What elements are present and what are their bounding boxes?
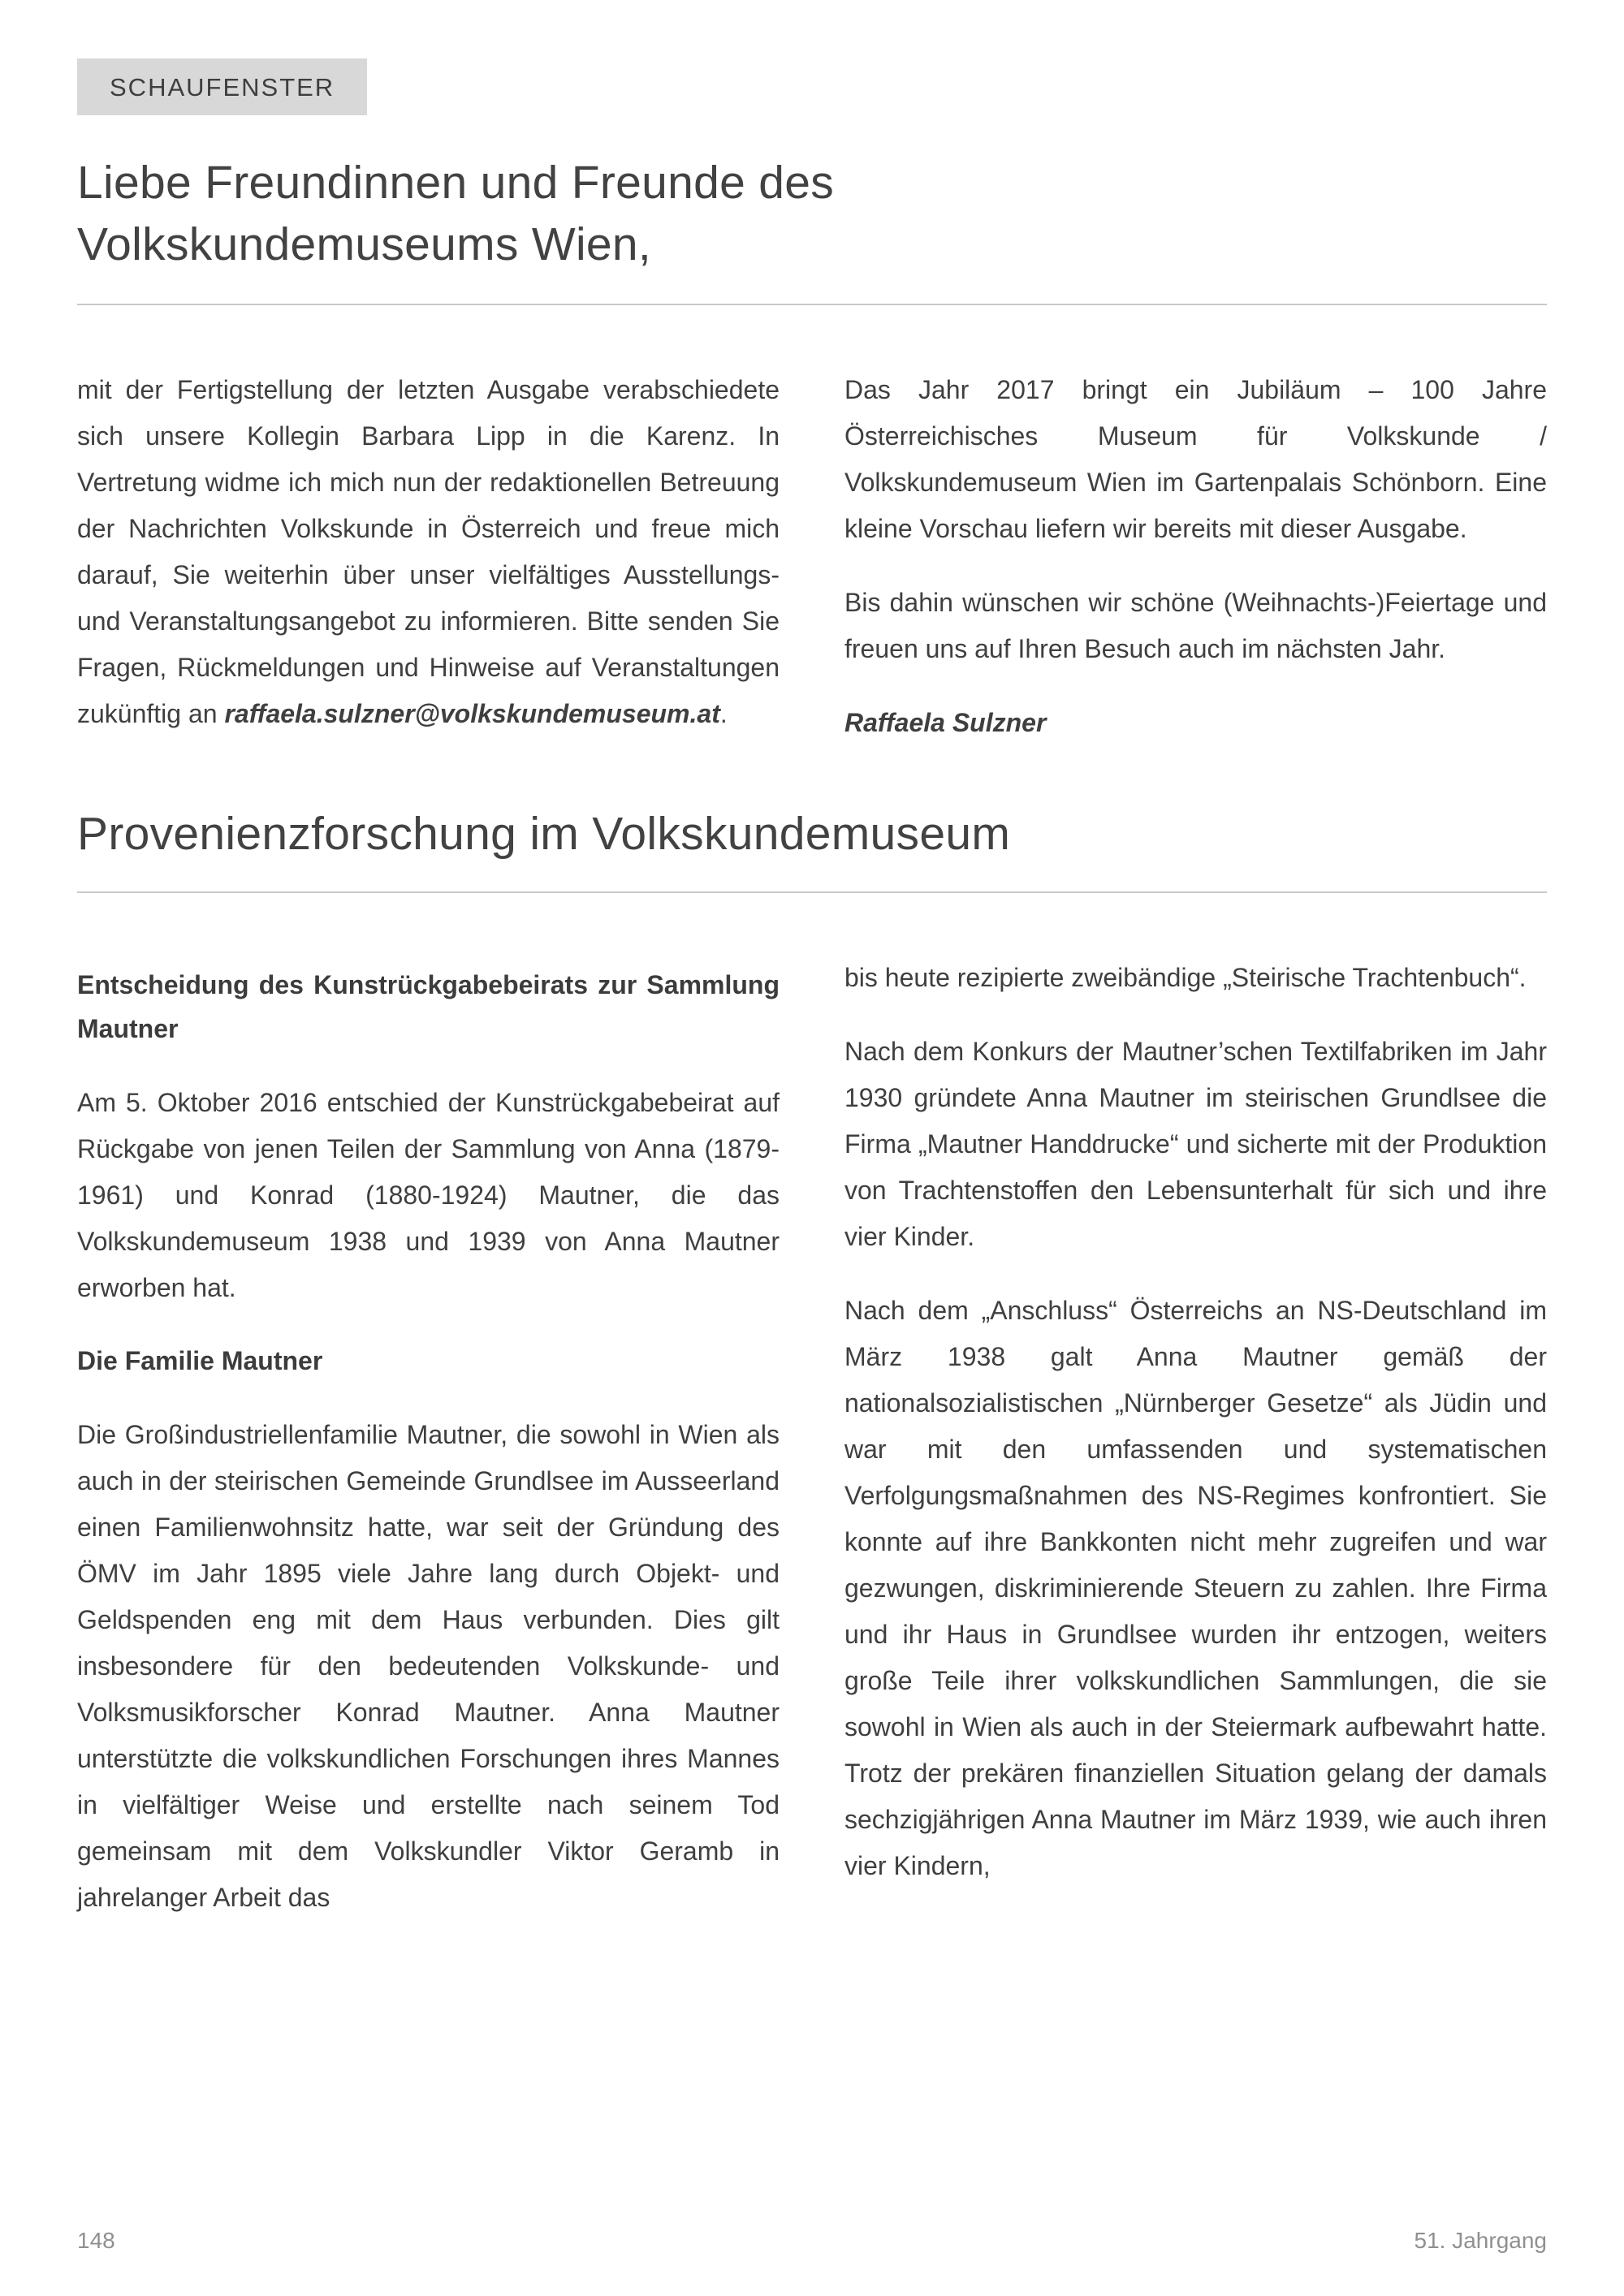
article-columns bbox=[77, 955, 1547, 1949]
intro-left-column bbox=[77, 367, 780, 765]
intro-columns bbox=[77, 367, 1547, 765]
jubilaeum-paragraph: Das Jahr 2017 bringt ein Jubiläum – 100 Jahre Österreichisches Museum für Volkskunde / Volkskundemuseum Wien im Gartenpalais Schönborn. Eine kleine Vorschau liefern wir bereits mit dieser Ausgabe. bbox=[844, 374, 1547, 543]
subheading-decision: Entscheidung des Kunstrückgabebeirats zur Sammlung Mautner bbox=[77, 969, 780, 1043]
paragraph-anschluss: Nach dem „Anschluss“ Österreichs an NS-Deutschland im März 1938 galt Anna Mautner gemäß der nationalsozialistischen „Nürnberger Gesetze“ als Jüdin und war mit den umfassenden und systematischen Verfolgungsmaßnahmen des NS-Regimes konfrontiert. Sie konnte auf ihre Bankkonten nicht mehr zugreifen und war gezwungen, diskriminierende Steuern zu zahlen. Ihre Firma und ihr Haus in Grundlsee wurden ihr entzogen, weiters große Teile ihrer volkskundlichen Sammlungen, die sie sowohl in Wien als auch in der Steiermark aufbewahrt hatte. Trotz der prekären finanziellen Situation gelang der damals sechzigjährigen Anna Mautner im März 1939, wie auch ihren vier Kindern, bbox=[844, 1295, 1547, 1880]
paragraph-trachtenbuch: bis heute rezipierte zweibändige „Steirische Trachtenbuch“. bbox=[844, 962, 1527, 992]
paragraph-konkurs: Nach dem Konkurs der Mautner’schen Textilfabriken im Jahr 1930 gründete Anna Mautner im steirischen Grundlsee die Firma „Mautner Handdrucke“ und sicherte mit der Produktion von Trachtenstoffen den Lebensunterhalt für sich und ihre vier Kinder. bbox=[844, 1036, 1547, 1251]
subheading-family: Die Familie Mautner bbox=[77, 1345, 323, 1375]
page-number: 148 bbox=[77, 2228, 115, 2253]
section-divider bbox=[77, 891, 1547, 893]
paragraph-decision: Am 5. Oktober 2016 entschied der Kunstrückgabebeirat auf Rückgabe von jenen Teilen der Sammlung von Anna (1879-1961) und Konrad (1880-1924) Mautner, die das Volkskundemuseum 1938 und 1939 von Anna Mautner erworben hat. bbox=[77, 1087, 780, 1302]
signature: Raffaela Sulzner bbox=[844, 707, 1047, 737]
section-kicker bbox=[77, 58, 367, 115]
article-left-column bbox=[77, 955, 780, 1949]
page-title: Liebe Freundinnen und Freunde des Volkskundemuseums Wien, bbox=[77, 157, 835, 270]
intro-paragraph bbox=[77, 367, 780, 737]
paragraph-family: Die Großindustriellenfamilie Mautner, die sowohl in Wien als auch in der steirischen Gemeinde Grundlsee im Ausseerland einen Familienwohnsitz hatte, war seit der Gründung des ÖMV im Jahr 1895 viele Jahre lang durch Objekt- und Geldspenden eng mit dem Haus verbunden. Dies gilt insbesondere für den bedeutenden Volkskunde- und Volksmusikforscher Konrad Mautner. Anna Mautner unterstützte die volkskundlichen Forschungen ihres Mannes in vielfältiger Weise und erstellte nach seinem Tod gemeinsam mit dem Volkskundler Viktor Geramb in jahrelanger Arbeit das bbox=[77, 1419, 780, 1912]
feiertage-paragraph: Bis dahin wünschen wir schöne (Weihnachts-)Feiertage und freuen uns auf Ihren Besuch auch im nächsten Jahr. bbox=[844, 587, 1547, 663]
page-footer bbox=[77, 2228, 1547, 2254]
volume-label: 51. Jahrgang bbox=[1414, 2228, 1547, 2253]
intro-text: mit der Fertigstellung der letzten Ausgabe verabschiedete sich unsere Kollegin Barbara Lipp in die Karenz. In Vertretung widme ich mich nun der redaktionellen Betreuung der Nachrichten Volkskunde in Österreich und freue mich darauf, Sie weiterhin über unser vielfältiges Ausstellungs- und Veranstaltungsangebot zu informieren. Bitte senden Sie Fragen, Rückmeldungen und Hinweise auf Veranstaltungen zukünftig an bbox=[77, 374, 780, 728]
intro-text-period: . bbox=[719, 698, 728, 728]
article-right-column bbox=[844, 955, 1547, 1949]
intro-right-column bbox=[844, 367, 1547, 765]
section-title: Provenienzforschung im Volkskundemuseum bbox=[77, 807, 1011, 860]
email-address: raffaela.sulzner@volkskundemuseum.at bbox=[224, 698, 720, 728]
kicker-label: SCHAUFENSTER bbox=[110, 73, 335, 101]
title-divider bbox=[77, 304, 1547, 305]
